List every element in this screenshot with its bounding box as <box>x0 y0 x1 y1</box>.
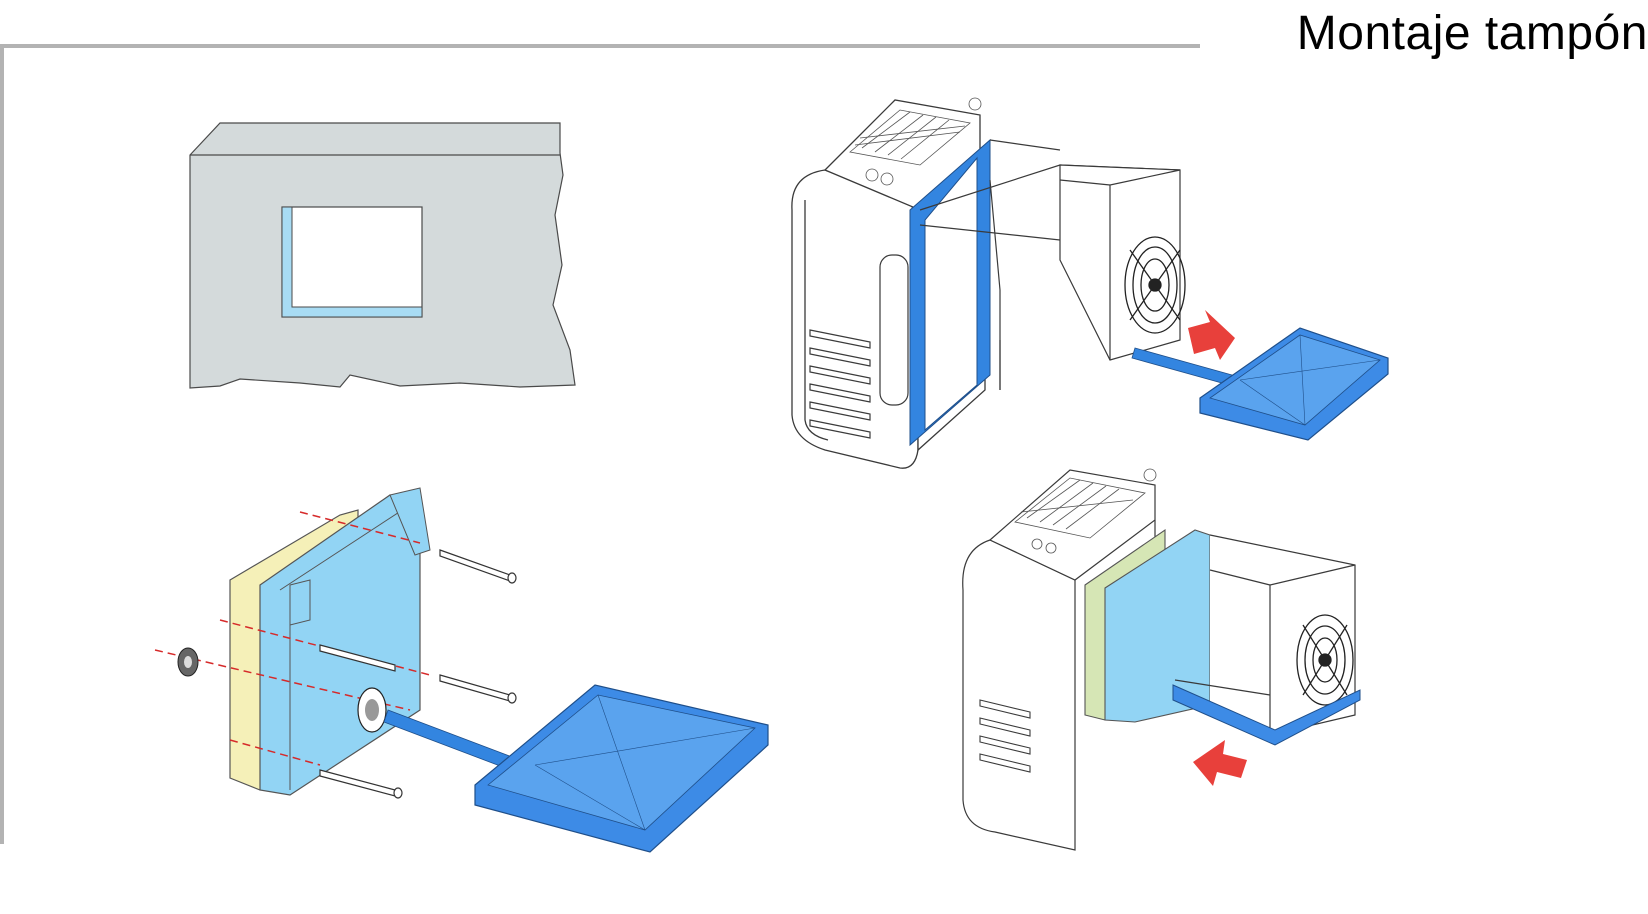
insulation-blue-2 <box>1105 530 1210 722</box>
red-arrow-in <box>1193 740 1247 786</box>
header-rule <box>0 44 1200 48</box>
drip-tray-exploded <box>475 685 768 852</box>
drain-pipe-exploded <box>384 710 520 772</box>
page-title: Montaje tampón <box>1296 7 1648 60</box>
red-arrow-out <box>1188 310 1235 360</box>
wall-opening <box>282 207 422 317</box>
side-rule <box>0 44 4 844</box>
figure-exploded-plug <box>140 460 790 870</box>
figure-wall-opening <box>180 115 600 405</box>
figure-unit-tray-removal <box>780 90 1400 480</box>
insulation-blue <box>260 495 420 795</box>
figure-unit-inserted <box>955 460 1415 860</box>
